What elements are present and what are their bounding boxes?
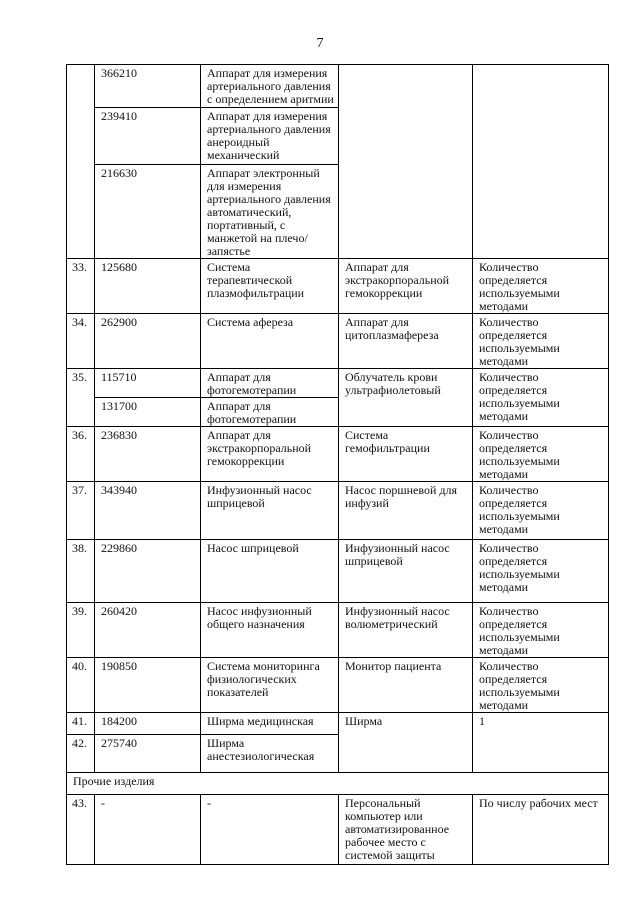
number-cell: 41. — [67, 713, 95, 735]
code-cell: 275740 — [95, 735, 201, 773]
device-cell: Аппарат для измерения артериального давления с определением аритмии — [201, 65, 339, 108]
section-row — [67, 773, 609, 795]
name-cell: Ширма — [339, 713, 473, 773]
quantity-cell — [473, 65, 609, 259]
number-cell — [67, 65, 95, 259]
number-cell: 33. — [67, 259, 95, 314]
quantity-cell: Количество определяется используемыми методами — [473, 603, 609, 658]
number-cell: 40. — [67, 658, 95, 713]
device-cell: Аппарат электронный для измерения артериального давления автоматический, портативный, с манжетой на плечо/запястье — [201, 165, 339, 259]
name-cell: Система гемофильтрации — [339, 427, 473, 482]
code-cell: 125680 — [95, 259, 201, 314]
table-row — [67, 603, 609, 658]
device-cell: Система терапевтической плазмофильтрации — [201, 259, 339, 314]
equipment-table — [66, 64, 609, 865]
device-cell: Аппарат для экстракорпоральной гемокоррекции — [201, 427, 339, 482]
table-row — [67, 259, 609, 314]
table-row — [67, 713, 609, 735]
name-cell: Инфузионный насос волюметрический — [339, 603, 473, 658]
code-cell: 366210 — [95, 65, 201, 108]
number-cell: 35. — [67, 369, 95, 427]
device-cell: Аппарат для измерения артериального давления анероидный механический — [201, 108, 339, 165]
name-cell: Насос поршневой для инфузий — [339, 482, 473, 540]
quantity-cell: Количество определяется используемыми методами — [473, 482, 609, 540]
code-cell: 260420 — [95, 603, 201, 658]
quantity-cell: Количество определяется используемыми методами — [473, 658, 609, 713]
number-cell: 38. — [67, 540, 95, 603]
name-cell: Инфузионный насос шприцевой — [339, 540, 473, 603]
code-cell: 216630 — [95, 165, 201, 259]
table-row — [67, 369, 609, 398]
device-cell: Система мониторинга физиологических показателей — [201, 658, 339, 713]
device-cell: Ширма анестезиологическая — [201, 735, 339, 773]
name-cell — [339, 65, 473, 259]
code-cell: 343940 — [95, 482, 201, 540]
quantity-cell: Количество определяется используемыми методами — [473, 427, 609, 482]
device-cell: Инфузионный насос шприцевой — [201, 482, 339, 540]
code-cell: 229860 — [95, 540, 201, 603]
code-cell: - — [95, 795, 201, 865]
code-cell: 184200 — [95, 713, 201, 735]
quantity-cell: Количество определяется используемыми методами — [473, 540, 609, 603]
device-cell: Аппарат для фотогемотерапии — [201, 398, 339, 427]
device-cell: - — [201, 795, 339, 865]
number-cell: 37. — [67, 482, 95, 540]
device-cell: Насос инфузионный общего назначения — [201, 603, 339, 658]
number-cell: 42. — [67, 735, 95, 773]
quantity-cell: 1 — [473, 713, 609, 773]
table-row — [67, 540, 609, 603]
device-cell: Насос шприцевой — [201, 540, 339, 603]
quantity-cell: Количество определяется используемыми методами — [473, 369, 609, 427]
table-row — [67, 314, 609, 369]
table-row — [67, 427, 609, 482]
name-cell: Персональный компьютер или автоматизированное рабочее место с системой защиты — [339, 795, 473, 865]
quantity-cell: Количество определяется используемыми методами — [473, 259, 609, 314]
code-cell: 131700 — [95, 398, 201, 427]
code-cell: 262900 — [95, 314, 201, 369]
code-cell: 239410 — [95, 108, 201, 165]
table-row — [67, 65, 609, 108]
name-cell: Аппарат для экстракорпоральной гемокоррекции — [339, 259, 473, 314]
device-cell: Аппарат для фотогемотерапии — [201, 369, 339, 398]
quantity-cell: По числу рабочих мест — [473, 795, 609, 865]
number-cell: 34. — [67, 314, 95, 369]
code-cell: 236830 — [95, 427, 201, 482]
page-number: 7 — [316, 36, 324, 51]
table-row — [67, 482, 609, 540]
code-cell: 190850 — [95, 658, 201, 713]
device-cell: Система афереза — [201, 314, 339, 369]
quantity-cell: Количество определяется используемыми методами — [473, 314, 609, 369]
number-cell: 39. — [67, 603, 95, 658]
device-cell: Ширма медицинская — [201, 713, 339, 735]
name-cell: Облучатель крови ультрафиолетовый — [339, 369, 473, 427]
number-cell: 43. — [67, 795, 95, 865]
section-title: Прочие изделия — [67, 773, 609, 795]
code-cell: 115710 — [95, 369, 201, 398]
table-row — [67, 795, 609, 865]
number-cell: 36. — [67, 427, 95, 482]
name-cell: Монитор пациента — [339, 658, 473, 713]
table-row — [67, 658, 609, 713]
name-cell: Аппарат для цитоплазмафереза — [339, 314, 473, 369]
